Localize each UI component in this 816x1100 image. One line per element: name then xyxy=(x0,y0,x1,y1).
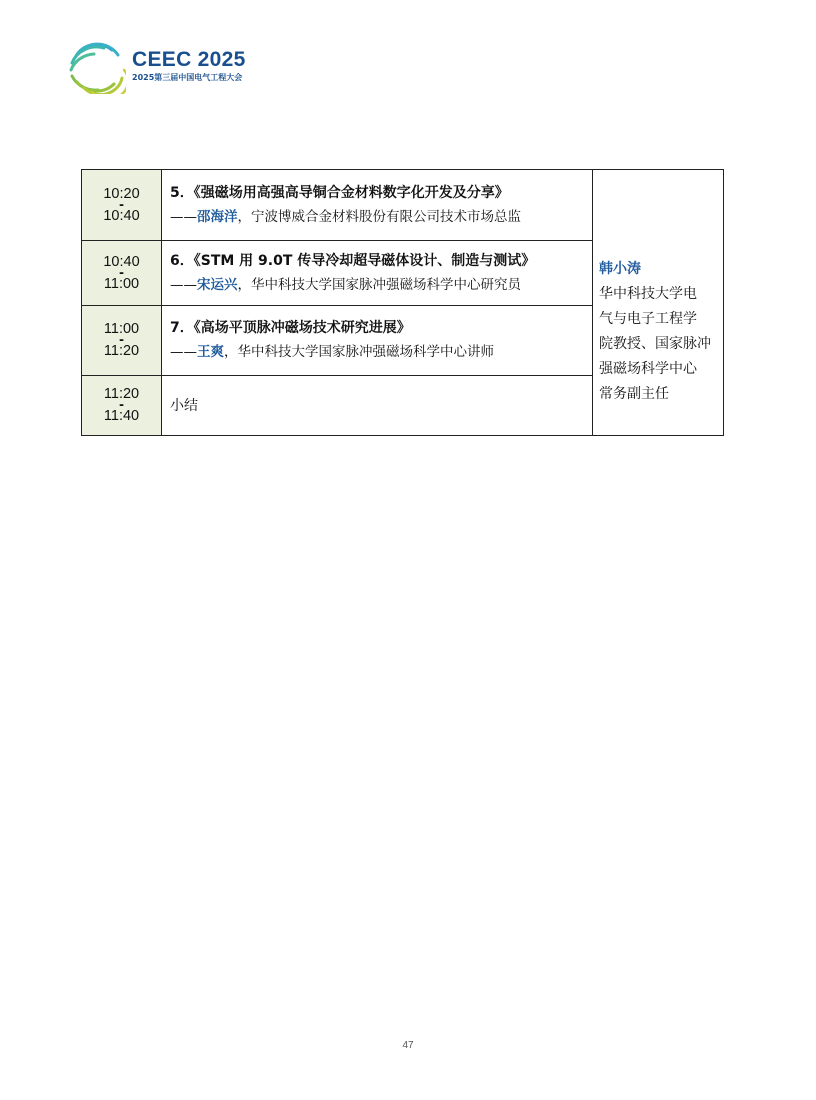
schedule-table xyxy=(81,169,724,436)
time-start: 11:00 xyxy=(103,321,140,337)
speaker-affiliation: ，华中科技大学国家脉冲强磁场科学中心讲师 xyxy=(224,344,494,360)
time-cell xyxy=(82,170,162,241)
time-start: 10:20 xyxy=(103,185,140,202)
chair-title-line: 常务副主任 xyxy=(599,385,669,402)
chair-title-line: 院教授、国家脉冲 xyxy=(599,335,711,352)
time-cell xyxy=(82,306,162,376)
speaker-name: 王爽 xyxy=(197,344,224,360)
summary-label: 小结 xyxy=(170,397,198,414)
speaker-line xyxy=(170,273,592,297)
speaker-name: 宋运兴 xyxy=(197,276,238,293)
logo-title: CEEC 2025 xyxy=(132,48,246,71)
logo-subtitle: 2025第三届中国电气工程大会 xyxy=(132,73,243,82)
topic-cell xyxy=(162,241,593,306)
dash: —— xyxy=(170,276,197,293)
time-end: 11:20 xyxy=(103,343,140,359)
speaker-name: 邵海洋 xyxy=(197,208,238,225)
time-end: 10:40 xyxy=(103,207,140,224)
time-start: 10:40 xyxy=(103,253,140,270)
dash: —— xyxy=(170,208,197,225)
chair-cell xyxy=(593,170,724,436)
talk-title: 5．《强磁场用高强高导铜合金材料数字化开发及分享》 xyxy=(170,184,509,201)
talk-title: 6．《STM 用 9.0T 传导冷却超导磁体设计、制造与测试》 xyxy=(170,252,536,269)
speaker-line xyxy=(170,205,592,229)
time-start: 11:20 xyxy=(103,386,140,402)
time-cell xyxy=(82,241,162,306)
topic-cell xyxy=(162,306,593,376)
topic-cell xyxy=(162,376,593,436)
ceec-logo-icon xyxy=(68,40,126,94)
topic-cell xyxy=(162,170,593,241)
talk-title: 7．《高场平顶脉冲磁场技术研究进展》 xyxy=(170,320,411,336)
time-end: 11:00 xyxy=(103,275,140,292)
time-end: 11:40 xyxy=(103,408,140,424)
chair-title-line: 华中科技大学电 xyxy=(599,285,697,302)
chair-title-line: 气与电子工程学 xyxy=(599,310,697,327)
dash: —— xyxy=(170,344,197,360)
time-cell xyxy=(82,376,162,436)
speaker-affiliation: ，宁波博威合金材料股份有限公司技术市场总监 xyxy=(237,208,521,225)
chair-title-line: 强磁场科学中心 xyxy=(599,360,697,377)
schedule-row xyxy=(82,170,724,241)
speaker-affiliation: ，华中科技大学国家脉冲强磁场科学中心研究员 xyxy=(237,276,521,293)
chair-name: 韩小涛 xyxy=(599,260,641,277)
speaker-line xyxy=(170,340,592,364)
page-number: 47 xyxy=(402,1040,414,1051)
conference-logo xyxy=(68,38,268,98)
